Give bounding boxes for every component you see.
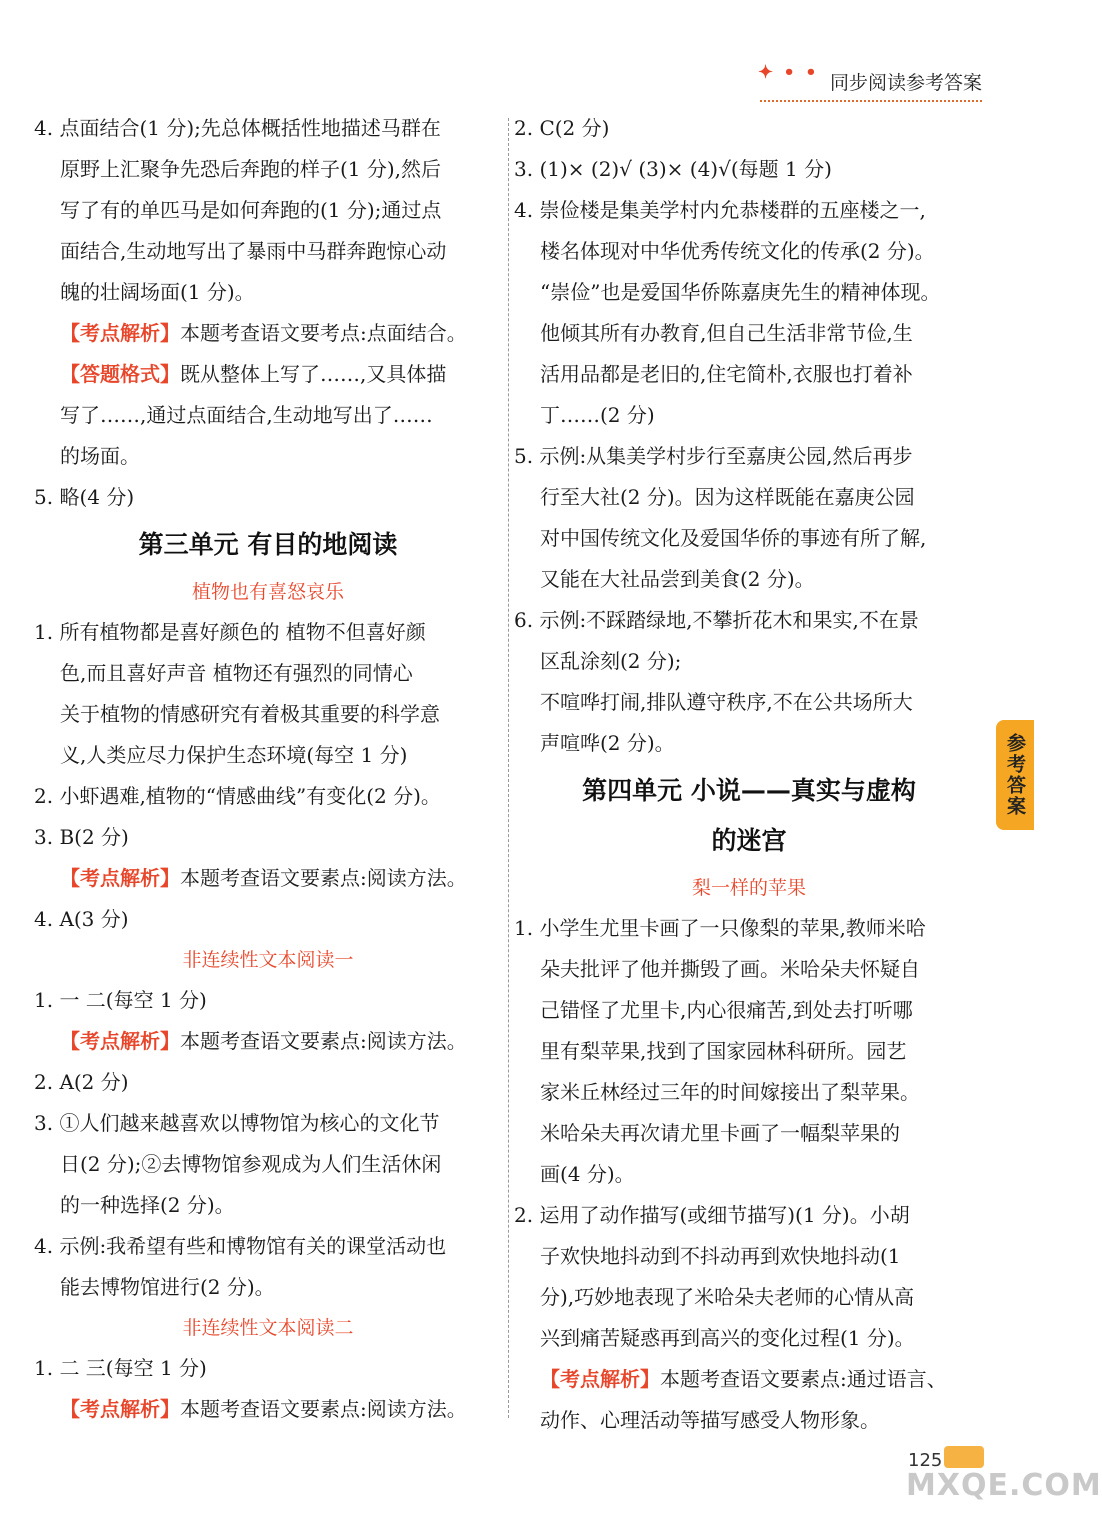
answer-line: 面结合,生动地写出了暴雨中马群奔跑惊心动: [60, 239, 447, 263]
format-text: 既从整体上写了……,又具体描: [180, 362, 447, 386]
answer-item: 2. A(2 分): [34, 1070, 129, 1094]
answer-line: 义,人类应尽力保护生态环境(每空 1 分): [60, 743, 408, 767]
answer-item: 4. 点面结合(1 分);先总体概括性地描述马群在: [34, 116, 441, 140]
answer-line: 能去博物馆进行(2 分)。: [60, 1275, 275, 1299]
answer-item: 4. 示例:我希望有些和博物馆有关的课堂活动也: [34, 1234, 447, 1258]
answer-line: 日(2 分);②去博物馆参观成为人们生活休闲: [60, 1152, 442, 1176]
analysis-tag: 【考点解析】: [60, 1029, 180, 1053]
answer-line: 声喧哗(2 分)。: [540, 731, 675, 755]
answer-line: 里有梨苹果,找到了国家园林科研所。园艺: [540, 1039, 907, 1063]
answer-item: 5. 略(4 分): [34, 485, 135, 509]
section-title: 梨一样的苹果: [691, 877, 806, 899]
answer-line: 的一种选择(2 分)。: [60, 1193, 235, 1217]
header-decoration: ✦ • •: [758, 62, 819, 83]
answer-item: 6. 示例:不踩踏绿地,不攀折花木和果实,不在景: [514, 608, 919, 632]
format-note: [34, 354, 502, 395]
analysis-note: [34, 858, 502, 899]
answer-line: “崇俭”也是爱国华侨陈嘉庚先生的精神体现。: [540, 280, 941, 304]
answer-line: 写了有的单匹马是如何奔跑的(1 分);通过点: [60, 198, 442, 222]
analysis-tag: 【考点解析】: [540, 1367, 660, 1391]
running-header: 同步阅读参考答案: [829, 72, 982, 94]
answer-line: 画(4 分)。: [540, 1162, 635, 1186]
answer-item: 2. 运用了动作描写(或细节描写)(1 分)。小胡: [514, 1203, 910, 1227]
analysis-text: 本题考查语文要考点:点面结合。: [180, 321, 467, 345]
left-column: [34, 108, 502, 1430]
answer-item: 4. 崇俭楼是集美学村内允恭楼群的五座楼之一,: [514, 198, 926, 222]
answer-line: 对中国传统文化及爱国华侨的事迹有所了解,: [540, 526, 927, 550]
answer-item: 3. ①人们越来越喜欢以博物馆为核心的文化节: [34, 1111, 440, 1135]
answer-line: 他倾其所有办教育,但自己生活非常节俭,生: [540, 321, 913, 345]
answer-item: 3. (1)× (2)√ (3)× (4)√(每题 1 分): [514, 157, 832, 181]
page-number: 125: [908, 1450, 943, 1471]
answer-line: 魄的壮阔场面(1 分)。: [60, 280, 255, 304]
answer-item: 1. 一 二(每空 1 分): [34, 988, 207, 1012]
answer-line: 色,而且喜好声音 植物还有强烈的同情心: [60, 661, 413, 685]
right-column: [514, 108, 984, 1441]
answer-item: 1. 所有植物都是喜好颜色的 植物不但喜好颜: [34, 620, 426, 644]
answer-line: 活用品都是老旧的,住宅简朴,衣服也打着补: [540, 362, 913, 386]
answer-item: 1. 二 三(每空 1 分): [34, 1356, 207, 1380]
column-divider: [508, 118, 509, 1418]
analysis-text: 本题考查语文要素点:通过语言、: [660, 1367, 947, 1391]
answer-line: 不喧哗打闹,排队遵守秩序,不在公共场所大: [540, 690, 913, 714]
answer-line: 家米丘林经过三年的时间嫁接出了梨苹果。: [540, 1080, 920, 1104]
analysis-note: [34, 313, 502, 354]
answer-line: 又能在大社品尝到美食(2 分)。: [540, 567, 815, 591]
answer-item: 2. C(2 分): [514, 116, 610, 140]
analysis-text: 本题考查语文要素点:阅读方法。: [180, 1397, 467, 1421]
answer-line: 区乱涂刻(2 分);: [540, 649, 682, 673]
answer-line: 原野上汇聚争先恐后奔跑的样子(1 分),然后: [60, 157, 442, 181]
answer-item: 5. 示例:从集美学村步行至嘉庚公园,然后再步: [514, 444, 913, 468]
answer-line: 兴到痛苦疑惑再到高兴的变化过程(1 分)。: [540, 1326, 915, 1350]
answer-item: 3. B(2 分): [34, 825, 129, 849]
answer-line: 子欢快地抖动到不抖动再到欢快地抖动(1: [540, 1244, 901, 1268]
unit-title: 第三单元 有目的地阅读: [138, 530, 398, 559]
answer-line: 写了……,通过点面结合,生动地写出了……: [60, 403, 433, 427]
answer-line: 米哈朵夫再次请尤里卡画了一幅梨苹果的: [540, 1121, 900, 1145]
section-title: 非连续性文本阅读一: [182, 949, 354, 971]
page-badge-decoration: [944, 1446, 984, 1468]
analysis-text: 本题考查语文要素点:阅读方法。: [180, 1029, 467, 1053]
answer-item: 2. 小虾遇难,植物的“情感曲线”有变化(2 分)。: [34, 784, 441, 808]
answer-line: 关于植物的情感研究有着极其重要的科学意: [60, 702, 440, 726]
answer-item: 1. 小学生尤里卡画了一只像梨的苹果,教师米哈: [514, 916, 926, 940]
answer-line: 的场面。: [60, 444, 140, 468]
answer-line: 朵夫批评了他并撕毁了画。米哈朵夫怀疑自: [540, 957, 920, 981]
analysis-text: 本题考查语文要素点:阅读方法。: [180, 866, 467, 890]
section-title: 非连续性文本阅读二: [182, 1317, 354, 1339]
answer-item: 4. A(3 分): [34, 907, 129, 931]
answer-line: 动作、心理活动等描写感受人物形象。: [540, 1408, 880, 1432]
answer-line: 行至大社(2 分)。因为这样既能在嘉庚公园: [540, 485, 915, 509]
answer-line: 分),巧妙地表现了米哈朵夫老师的心情从高: [540, 1285, 915, 1309]
analysis-note: [514, 1359, 984, 1400]
section-title: 植物也有喜怒哀乐: [191, 581, 344, 603]
watermark: MXQE.COM: [906, 1468, 1102, 1503]
analysis-tag: 【考点解析】: [60, 1397, 180, 1421]
format-tag: 【答题格式】: [60, 362, 180, 386]
answer-line: 己错怪了尤里卡,内心很痛苦,到处去打听哪: [540, 998, 913, 1022]
answer-line: 丁……(2 分): [540, 403, 655, 427]
unit-title-continued: 的迷宫: [711, 826, 787, 855]
reference-answer-tab: 参考答案: [996, 720, 1034, 830]
answer-line: 楼名体现对中华优秀传统文化的传承(2 分)。: [540, 239, 935, 263]
analysis-tag: 【考点解析】: [60, 321, 180, 345]
unit-title: 第四单元 小说——真实与虚构: [582, 776, 916, 805]
analysis-note: [34, 1021, 502, 1062]
analysis-tag: 【考点解析】: [60, 866, 180, 890]
analysis-note: [34, 1389, 502, 1430]
header-divider: [760, 100, 982, 102]
